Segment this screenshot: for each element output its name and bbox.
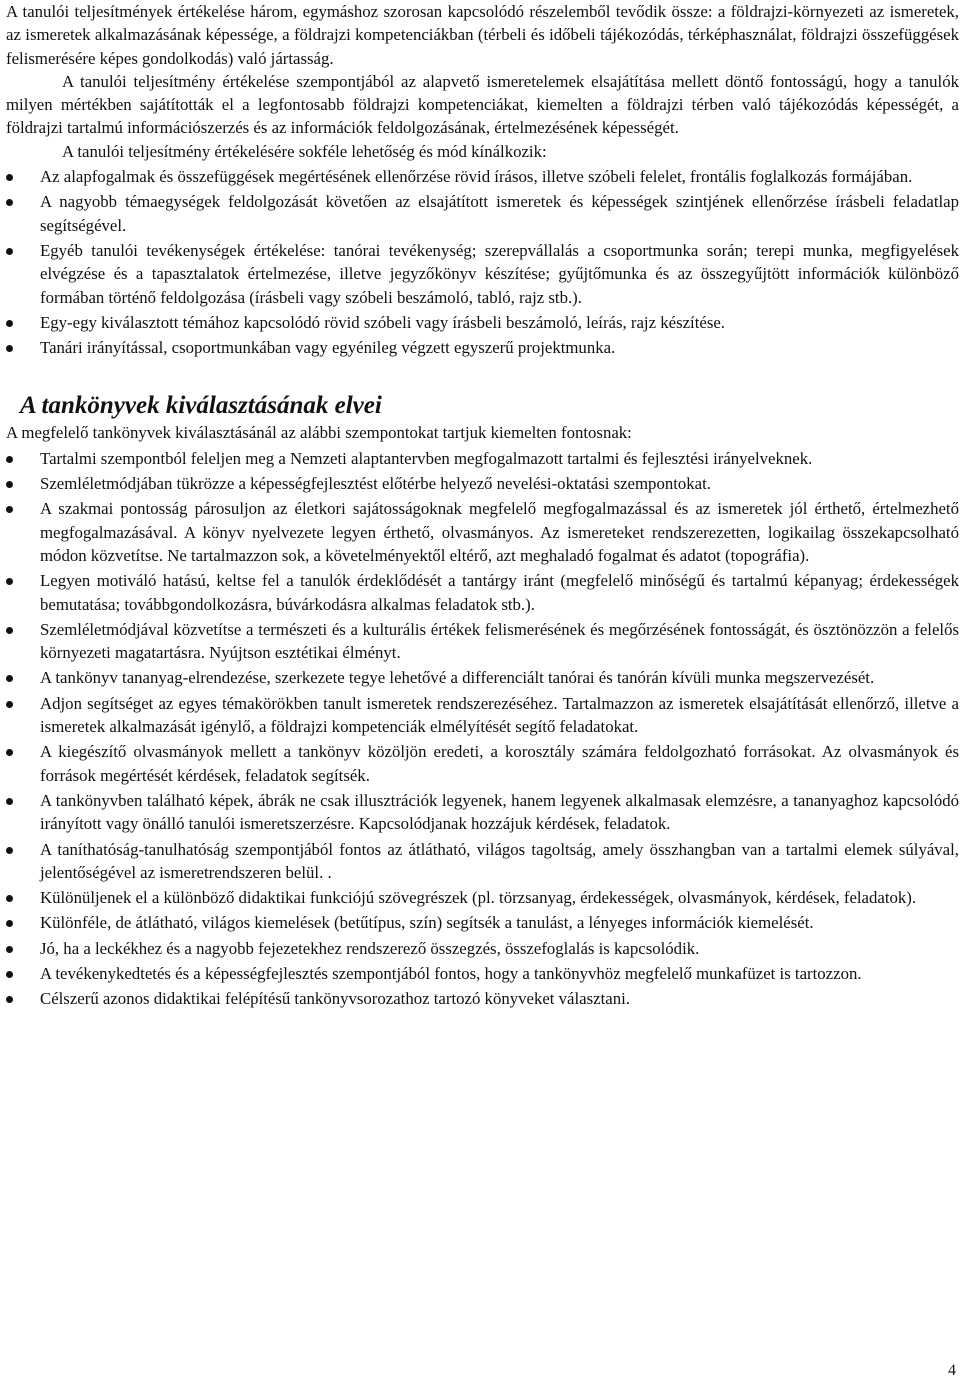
bullet-icon bbox=[6, 345, 13, 352]
list-item: A tankönyvben található képek, ábrák ne csak illusztrációk legyenek, hanem legyenek alkalmasak elemzésre, a tananyaghoz kapcsolódó irányított vagy önálló tanulói ismeretszerzésre. Kapcsolódjanak hozzájuk kérdések, feladatok. bbox=[6, 789, 959, 836]
list-item: A tankönyv tananyag-elrendezése, szerkezete tegye lehetővé a differenciált tanórai és tanórán kívüli munka megszervezését. bbox=[6, 666, 959, 689]
bullet-icon bbox=[6, 675, 13, 682]
bullet-icon bbox=[6, 895, 13, 902]
list-item: Különféle, de átlátható, világos kiemelések (betűtípus, szín) segítsék a tanulást, a lényeges információk kiemelését. bbox=[6, 911, 959, 934]
bullet-icon bbox=[6, 627, 13, 634]
bullet-icon bbox=[6, 199, 13, 206]
list-item: Egyéb tanulói tevékenységek értékelése: tanórai tevékenység; szerepvállalás a csoportmunka során; terepi munka, megfigyelések elvégzése és a tapasztalatok értelmezése, illetve jegyzőkönyv készítése; gyűjtőmunka és az összegyűjtött információk különböző formában történő feldolgozása (írásbeli vagy szóbeli beszámoló, tabló, rajz stb.). bbox=[6, 239, 959, 309]
list-item: A tevékenykedtetés és a képességfejlesztés szempontjából fontos, hogy a tankönyvhöz megfelelő munkafüzet is tartozzon. bbox=[6, 962, 959, 985]
list-item: Szemléletmódjában tükrözze a képességfejlesztést előtérbe helyező nevelési-oktatási szempontokat. bbox=[6, 472, 959, 495]
textbook-lead: A megfelelő tankönyvek kiválasztásánál az alábbi szempontokat tartjuk kiemelten fontosnak: bbox=[6, 423, 632, 443]
list-item: Jó, ha a leckékhez és a nagyobb fejezetekhez rendszerező összegzés, összefoglalás is kapcsolódik. bbox=[6, 937, 959, 960]
list-item: A kiegészítő olvasmányok mellett a tankönyv közöljön eredeti, a korosztály számára feldolgozható forrásokat. Az olvasmányok és források megértését kérdések, feladatok segítsék. bbox=[6, 740, 959, 787]
bullet-icon bbox=[6, 996, 13, 1003]
list-item: A szakmai pontosság párosuljon az életkori sajátosságoknak megfelelő megfogalmazással és az ismeretek jól érthető, értelmezhető megfogalmazásával. A könyv nyelvezete legyen érthető, olvasmányos. Az ismereteket rendszerezetten, logikailag összekapcsolható módon közvetítse. Ne tartalmazzon sok, a követelményektől eltérő, azt meghaladó fogalmat és adatot (topográfia). bbox=[6, 497, 959, 567]
list-item: Szemléletmódjával közvetítse a természeti és a kulturális értékek felismerésének és megőrzésének fontosságát, és ösztönözzön a felelős környezeti magatartásra. Nyújtson esztétikai élményt. bbox=[6, 618, 959, 665]
bullet-icon bbox=[6, 506, 13, 513]
bullet-icon bbox=[6, 946, 13, 953]
assessment-lead: A tanulói teljesítmény értékelésére sokféle lehetőség és mód kínálkozik: bbox=[62, 141, 547, 161]
bullet-icon bbox=[6, 847, 13, 854]
list-item: Egy-egy kiválasztott témához kapcsolódó rövid szóbeli vagy írásbeli beszámoló, leírás, rajz készítése. bbox=[6, 311, 959, 334]
list-item: Különüljenek el a különböző didaktikai funkciójú szövegrészek (pl. törzsanyag, érdekességek, olvasmányok, kérdések, feladatok). bbox=[6, 886, 959, 909]
list-item: Legyen motiváló hatású, keltse fel a tanulók érdeklődését a tantárgy iránt (megfelelő minőségű és tartalmú képanyag; érdekességek bemutatása; továbbgondolkozásra, búvárkodásra alkalmas feladatok stb.). bbox=[6, 569, 959, 616]
assessment-list bbox=[6, 165, 959, 359]
intro-paragraph: A tanulói teljesítmények értékelése három, egymáshoz szorosan kapcsolódó részelemből tevődik össze: a földrajzi-környezeti az ismeretek, az ismeretek alkalmazásának képessége, a földrajzi kompetenciákban (térbeli és időbeli tájékozódás, térképhasználat, földrajzi összefüggések felismerésére képes gondolkodás) való jártasság. bbox=[6, 2, 959, 68]
document-page bbox=[6, 0, 959, 1011]
list-item: Az alapfogalmak és összefüggések megértésének ellenőrzése rövid írásos, illetve szóbeli felelet, frontális foglalkozás formájában. bbox=[6, 165, 959, 188]
bullet-icon bbox=[6, 971, 13, 978]
list-item: A taníthatóság-tanulhatóság szempontjából fontos az átlátható, világos tagoltság, amely összhangban van a tartalmi elemek súlyával, jelentőségével az ismeretrendszeren belül. . bbox=[6, 838, 959, 885]
list-item: A nagyobb témaegységek feldolgozását követően az elsajátított ismeretek és képességek szintjének ellenőrzése írásbeli feladatlap segítségével. bbox=[6, 190, 959, 237]
bullet-icon bbox=[6, 749, 13, 756]
section-spacer bbox=[6, 359, 959, 391]
assessment-paragraph: A tanulói teljesítmény értékelése szempontjából az alapvető ismeretelemek elsajátítása mellett döntő fontosságú, hogy a tanulók milyen mértékben sajátították el a legfontosabb földrajzi kompetenciákat, kiemelten a földrajzi térben való tájékozódás képességét, a földrajzi tartalmú információszerzés és az információk feldolgozásának, értelmezésének képességét. bbox=[6, 71, 959, 138]
page-number: 4 bbox=[948, 1362, 956, 1379]
list-item: Adjon segítséget az egyes témakörökben tanult ismeretek rendszerezéséhez. Tartalmazzon az ismeretek elsajátítását ellenőrző, illetve a ismeretek alkalmazását igénylő, a földrajzi kompetenciák elmélyítését segítő feladatokat. bbox=[6, 692, 959, 739]
section-heading: A tankönyvek kiválasztásának elvei bbox=[20, 392, 382, 420]
textbook-criteria-list bbox=[6, 447, 959, 1011]
bullet-icon bbox=[6, 798, 13, 805]
bullet-icon bbox=[6, 248, 13, 255]
list-item: Tartalmi szempontból feleljen meg a Nemzeti alaptantervben megfogalmazott tartalmi és fejlesztési irányelveknek. bbox=[6, 447, 959, 470]
bullet-icon bbox=[6, 456, 13, 463]
bullet-icon bbox=[6, 578, 13, 585]
bullet-icon bbox=[6, 481, 13, 488]
bullet-icon bbox=[6, 701, 13, 708]
list-item: Tanári irányítással, csoportmunkában vagy egyénileg végzett egyszerű projektmunka. bbox=[6, 336, 959, 359]
bullet-icon bbox=[6, 320, 13, 327]
list-item: Célszerű azonos didaktikai felépítésű tankönyvsorozathoz tartozó könyveket választani. bbox=[6, 987, 959, 1010]
bullet-icon bbox=[6, 174, 13, 181]
bullet-icon bbox=[6, 920, 13, 927]
